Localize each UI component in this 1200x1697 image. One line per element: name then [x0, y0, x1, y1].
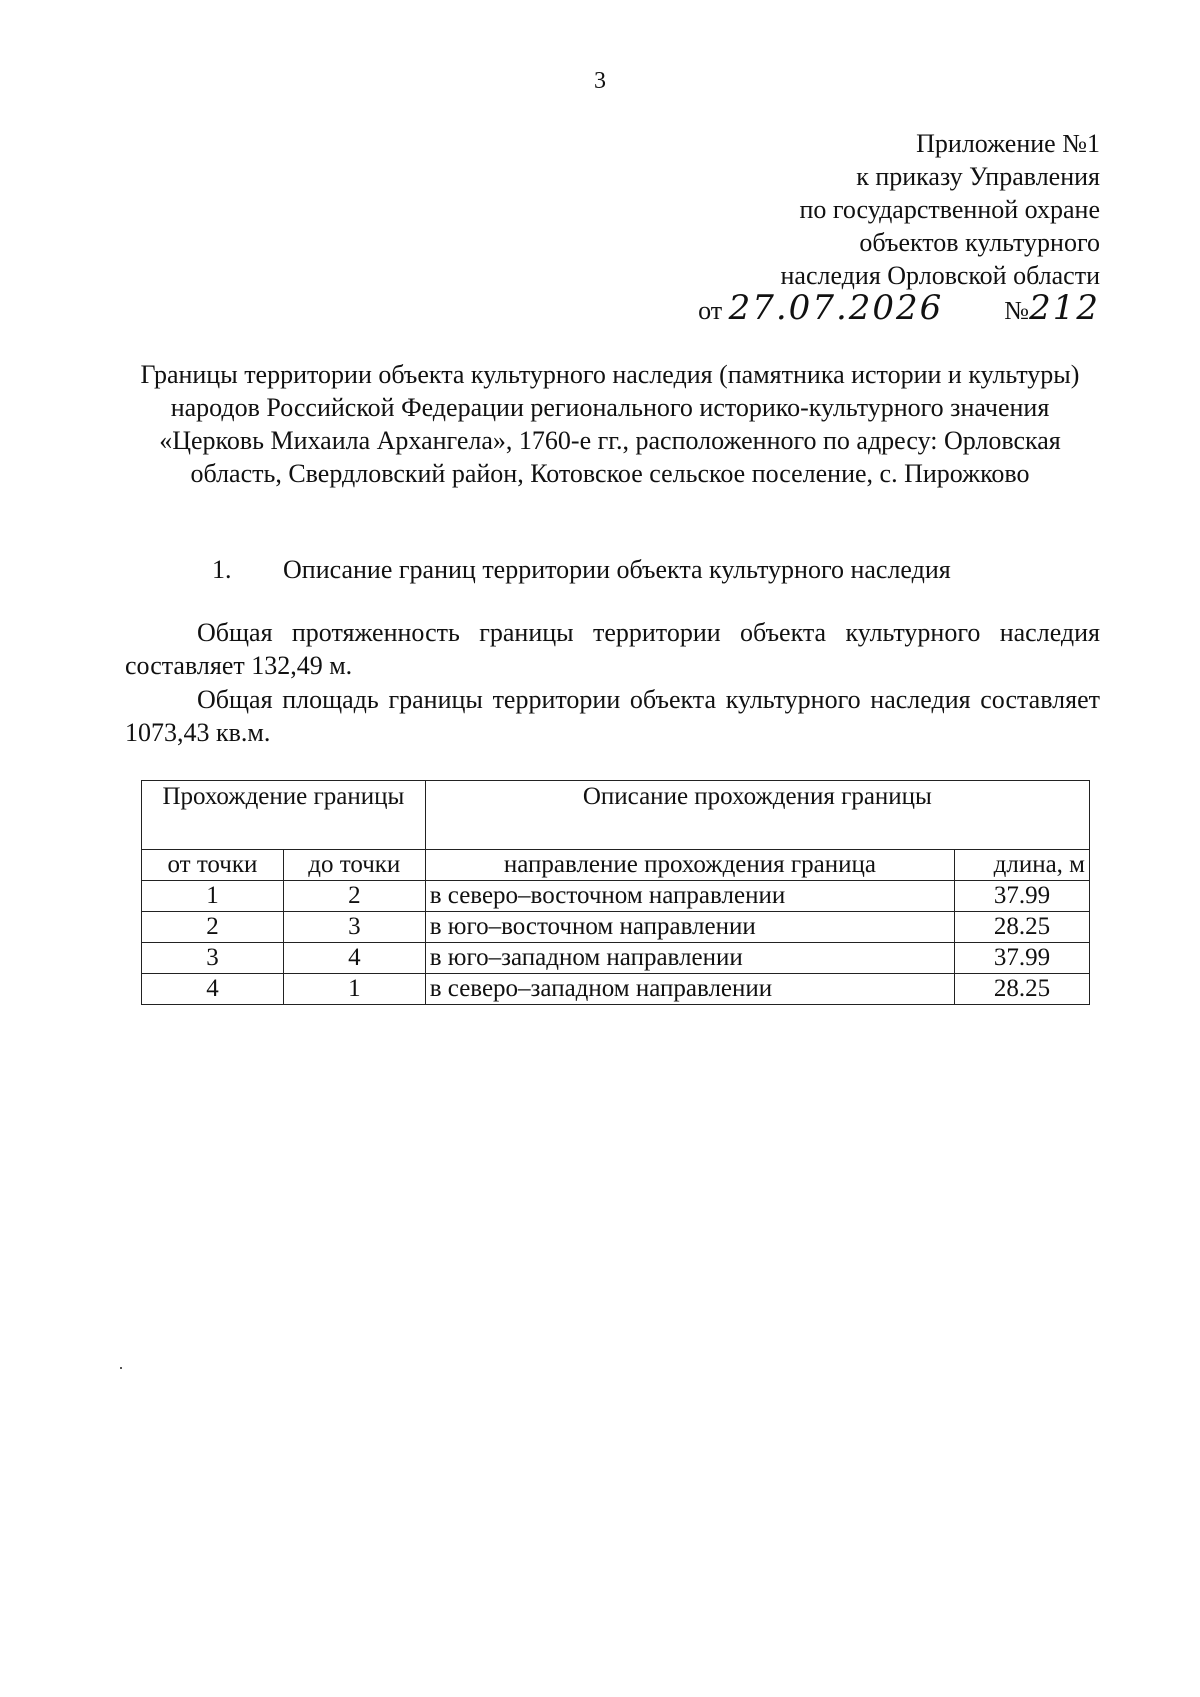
header-description: Описание прохождения границы: [425, 781, 1089, 850]
row-to: 4: [283, 943, 425, 974]
appendix-date-number-line: [698, 288, 1100, 330]
row-length: 37.99: [955, 943, 1090, 974]
number-prefix: №: [1004, 296, 1030, 325]
table-row: [142, 943, 1090, 974]
table-header-row: [142, 781, 1090, 850]
table-subheader-row: [142, 850, 1090, 881]
row-to: 3: [283, 912, 425, 943]
table-row: [142, 974, 1090, 1005]
row-from: 2: [142, 912, 284, 943]
paragraph-area: Общая площадь границы территории объекта культурного наследия составляет 1073,43 кв.м.: [125, 685, 1100, 747]
row-length: 28.25: [955, 912, 1090, 943]
row-direction: в юго–западном направлении: [425, 943, 954, 974]
appendix-block: [698, 127, 1100, 330]
row-direction: в северо–западном направлении: [425, 974, 954, 1005]
row-direction: в юго–восточном направлении: [425, 912, 954, 943]
row-from: 1: [142, 881, 284, 912]
row-length: 28.25: [955, 974, 1090, 1005]
row-direction: в северо–восточном направлении: [425, 881, 954, 912]
handwritten-number: 212: [1029, 288, 1100, 328]
boundary-table: [141, 780, 1090, 1005]
row-from: 4: [142, 974, 284, 1005]
appendix-line-4: объектов культурного: [859, 228, 1100, 257]
date-prefix: от: [698, 296, 723, 325]
page-number: 3: [594, 68, 606, 94]
row-length: 37.99: [955, 881, 1090, 912]
scan-speck: [120, 1367, 122, 1369]
col-direction-header: направление прохождения граница: [425, 850, 954, 881]
appendix-line-2: к приказу Управления: [856, 162, 1100, 191]
row-to: 2: [283, 881, 425, 912]
appendix-line-1: Приложение №1: [916, 129, 1100, 158]
section-number: 1.: [212, 555, 232, 584]
appendix-line-5: наследия Орловской области: [780, 261, 1100, 290]
handwritten-date: 27.07.2026: [728, 288, 944, 328]
header-passage: Прохождение границы: [142, 781, 426, 850]
col-from-header: от точки: [142, 850, 284, 881]
section-heading-text: Описание границ территории объекта культурного наследия: [283, 555, 951, 584]
table-row: [142, 912, 1090, 943]
row-from: 3: [142, 943, 284, 974]
col-length-header: длина, м: [955, 850, 1090, 881]
row-to: 1: [283, 974, 425, 1005]
col-to-header: до точки: [283, 850, 425, 881]
document-title: Границы территории объекта культурного наследия (памятника истории и культуры) народов Российской Федерации регионального историко-культурного значения «Церковь Михаила Архангела», 1760-е гг., расположенного по адресу: Орловская область, Свердловский район, Котовское сельское поселение, с. Пирожково: [140, 360, 1080, 488]
table-row: [142, 881, 1090, 912]
paragraph-perimeter: Общая протяженность границы территории объекта культурного наследия составляет 132,49 м.: [125, 618, 1100, 680]
appendix-line-3: по государственной охране: [799, 195, 1100, 224]
